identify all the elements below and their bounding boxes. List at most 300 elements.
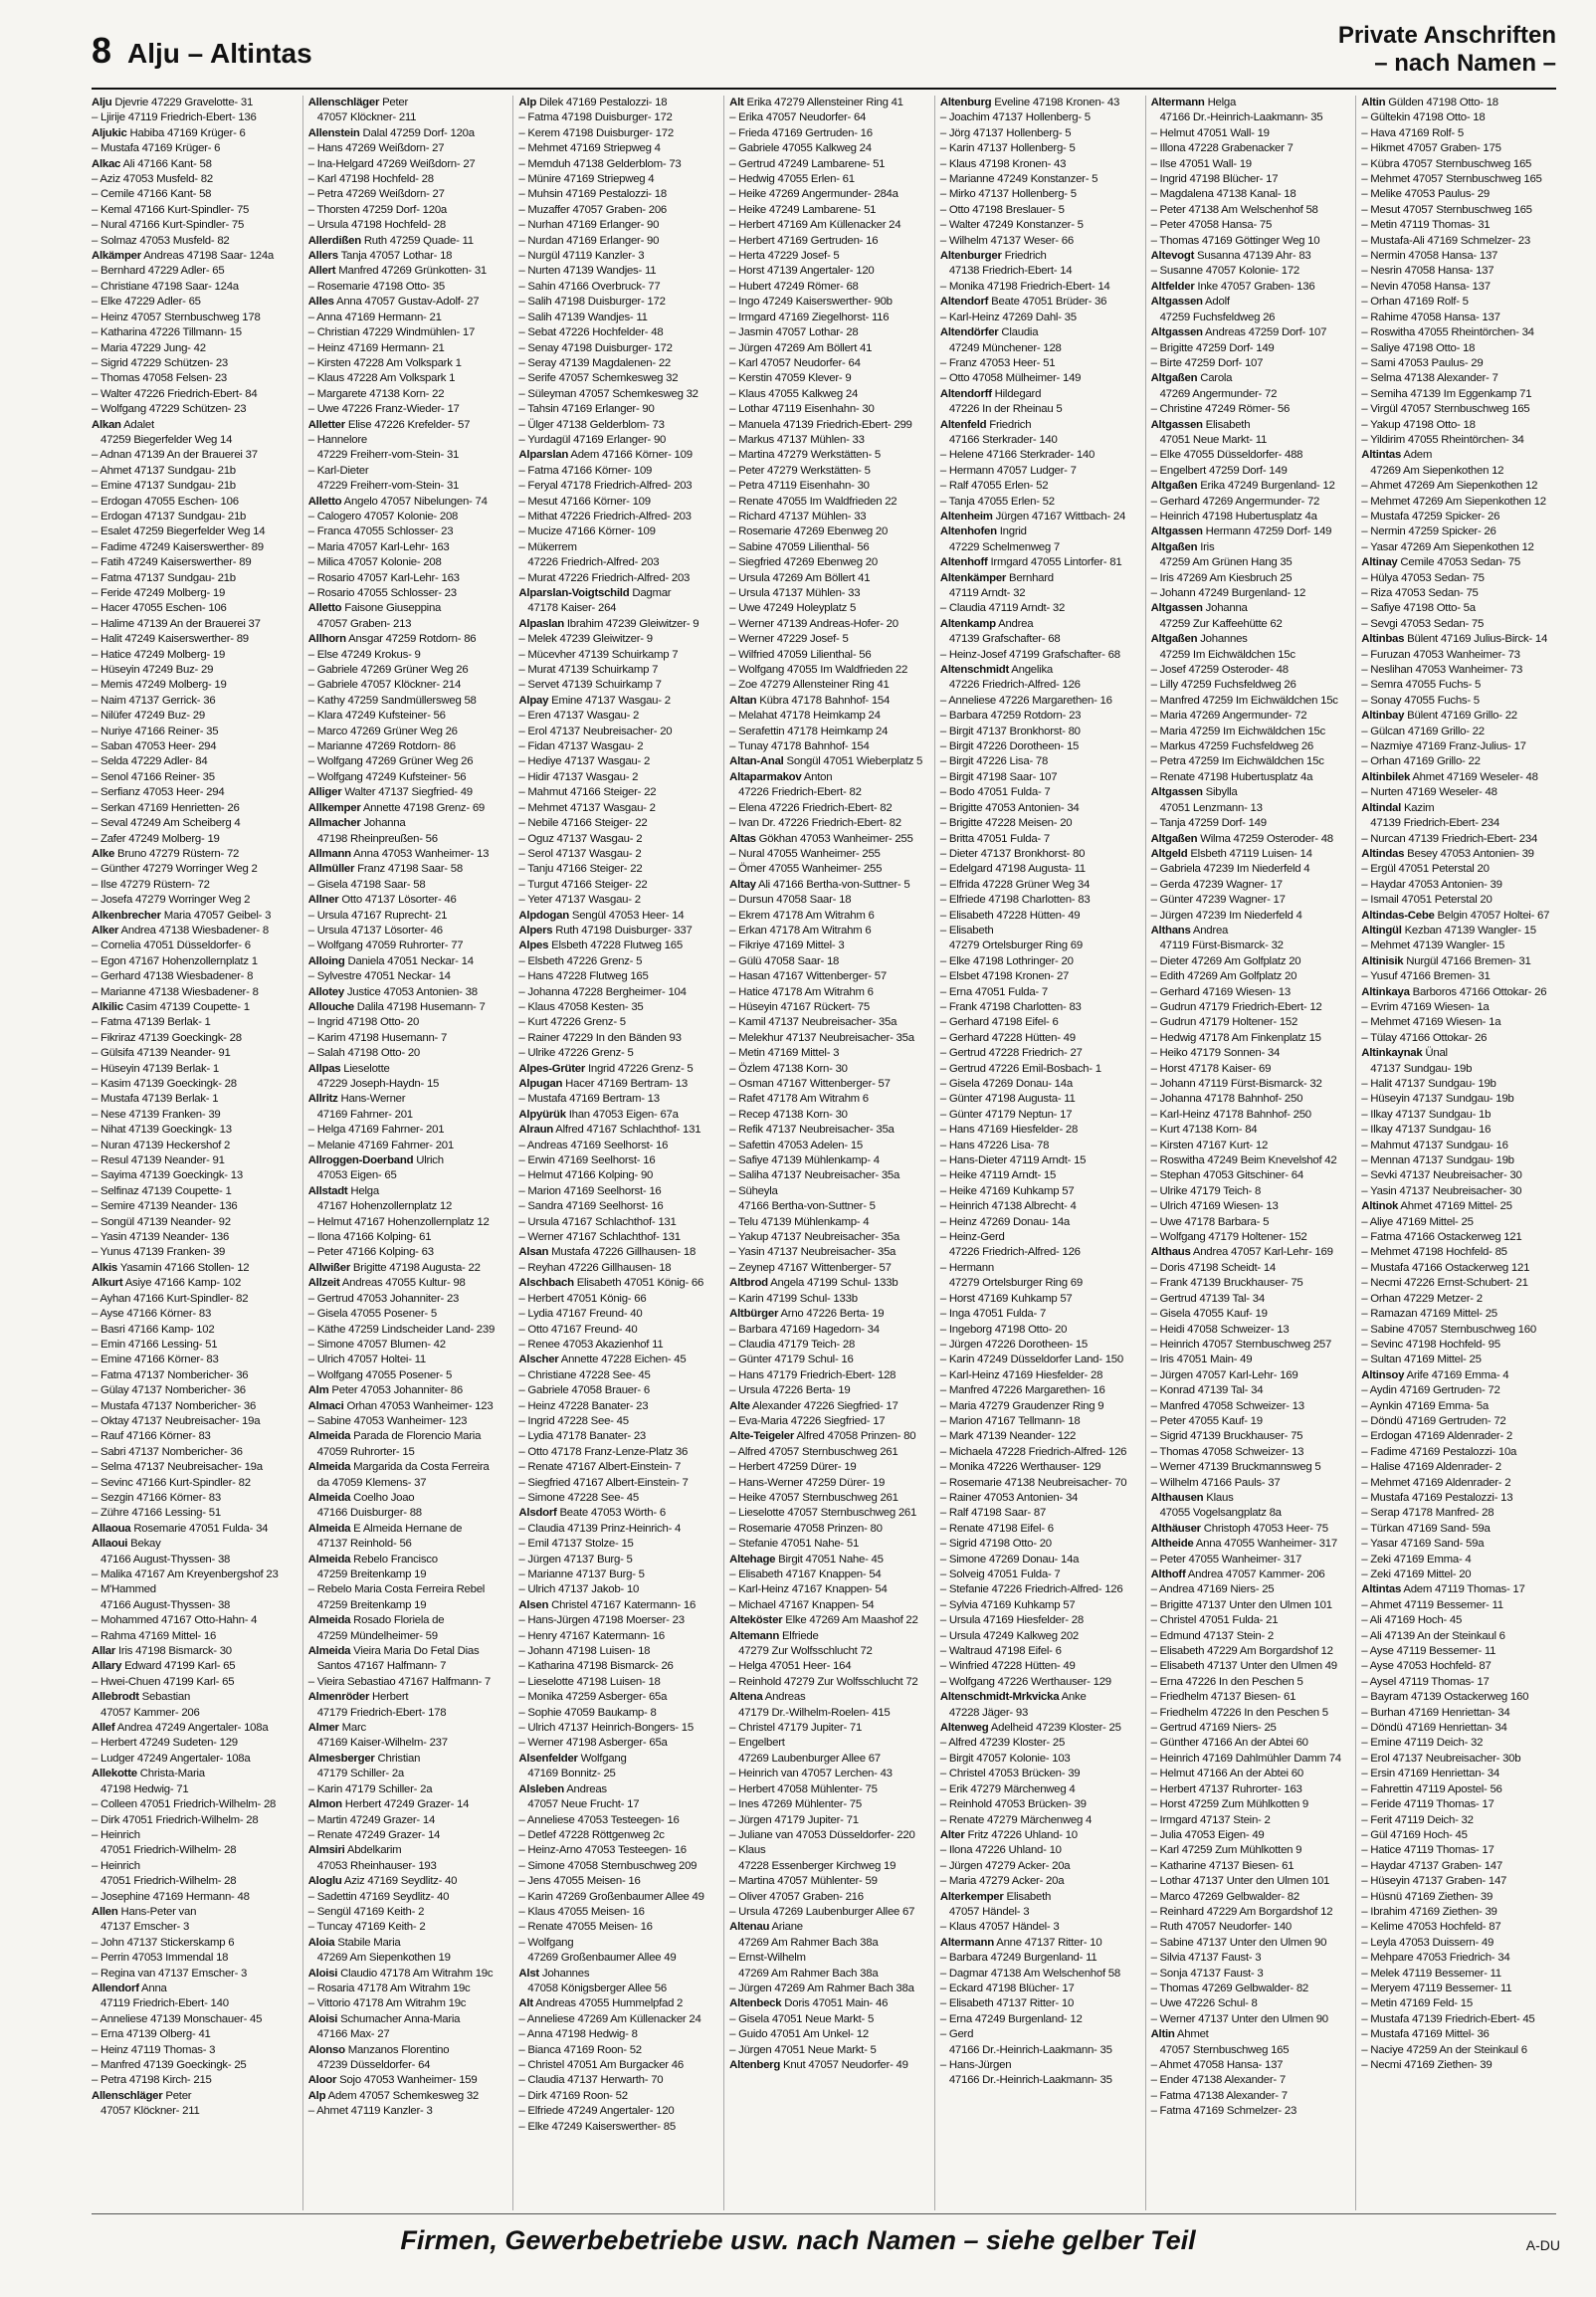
listing-entry: – Fahrettin 47119 Apostel- 56	[1361, 1782, 1502, 1795]
listing-entry: – Ahmet 47119 Bessemer- 11	[1361, 1598, 1503, 1611]
listing-entry: – Brigitte 47259 Dorf- 149	[1150, 341, 1275, 354]
listing-entry: – Ilona 47166 Kolping- 61	[307, 1231, 432, 1244]
listing-entry: 47198 Rheinpreußen- 56	[316, 832, 438, 845]
listing-entry: Altheide Anna 47055 Wanheimer- 317	[1150, 1538, 1337, 1551]
listing-entry: – Melekhur 47137 Neubreisacher- 35a	[729, 1031, 914, 1044]
listing-entry: – Semra 47055 Fuchs- 5	[1361, 679, 1482, 692]
listing-entry: – Recep 47138 Korn- 30	[729, 1108, 848, 1121]
listing-entry: 47259 Breitenkamp 19	[316, 1568, 427, 1580]
listing-entry: 47051 Friedrich-Wilhelm- 28	[100, 1875, 237, 1888]
listing-entry: – Nesrin 47058 Hansa- 137	[1361, 265, 1495, 278]
listing-entry: – Sabri 47137 Nombericher- 36	[92, 1445, 243, 1458]
listing-entry: – Peter 47055 Kauf- 19	[1150, 1414, 1263, 1427]
listing-entry: – Mahmut 47166 Steiger- 22	[518, 786, 657, 799]
listing-entry: – Karl-Heinz 47269 Dahl- 35	[939, 311, 1077, 323]
listing-entry: – Ahmet 47119 Kanzler- 3	[307, 2105, 433, 2118]
listing-entry: 47057 Graben- 213	[316, 617, 412, 630]
listing-entry: – Alfred 47239 Kloster- 25	[939, 1737, 1066, 1750]
listing-entry: 47226 Friedrich-Alfred- 126	[948, 1246, 1081, 1259]
listing-entry: 47259 Fuchsfeldweg 26	[1159, 311, 1276, 323]
listing-entry: Altermann Anne 47137 Ritter- 10	[939, 1936, 1102, 1949]
listing-entry: 47139 Friedrich-Ebert- 234	[1370, 817, 1499, 830]
listing-entry: – Gisela 47198 Saar- 58	[307, 878, 426, 891]
listing-entry: – Ursula 47269 Am Böllert 41	[729, 571, 871, 584]
listing-entry: – Heinz 47169 Hermann- 21	[307, 341, 445, 354]
listing-entry: – Sigrid 47198 Otto- 20	[939, 1538, 1052, 1551]
listing-entry: – Melanie 47169 Fahrner- 201	[307, 1139, 454, 1151]
listing-entry: – Anna 47169 Hermann- 21	[307, 311, 442, 323]
listing-entry: Altena Andreas	[729, 1691, 806, 1704]
listing-entry: – Karin 47137 Hollenberg- 5	[939, 142, 1076, 155]
listing-entry: – Furuzan 47053 Wanheimer- 73	[1361, 648, 1520, 661]
listing-entry: – Martin 47249 Grazer- 14	[307, 1813, 436, 1826]
listing-entry: – Muzaffer 47057 Graben- 206	[518, 203, 667, 216]
listing-entry: Altinkaynak Ünal	[1361, 1047, 1448, 1060]
listing-entry: – Sezgin 47166 Körner- 83	[92, 1491, 221, 1504]
listing-entry: – Bianca 47169 Roon- 52	[518, 2043, 642, 2056]
listing-entry: – Sylvestre 47051 Neckar- 14	[307, 970, 451, 983]
listing-entry: 47119 Friedrich-Ebert- 140	[100, 1997, 229, 2010]
listing-entry: – Hubert 47249 Römer- 68	[729, 280, 859, 293]
listing-entry: – Sahin 47166 Overbruck- 77	[518, 280, 661, 293]
listing-entry: – Muhsin 47169 Pestalozzi- 18	[518, 188, 667, 201]
listing-entry: Aloisi Claudio 47178 Am Witrahm 19c	[307, 1967, 494, 1980]
listing-entry: – Salih 47139 Wandjes- 11	[518, 311, 648, 323]
listing-entry: – Ralf 47198 Saar- 87	[939, 1507, 1047, 1520]
listing-entry: – Mehmet 47169 Aldenrader- 2	[1361, 1476, 1511, 1489]
listing-entry: 47051 Lenzmann- 13	[1159, 801, 1263, 814]
listing-entry: 47166 August-Thyssen- 38	[100, 1598, 231, 1611]
listing-entry: 47166 Sterkrader- 140	[948, 433, 1058, 446]
listing-entry: 47057 Neue Frucht- 17	[527, 1798, 640, 1811]
listing-entry: – Ernst-Wilhelm	[729, 1952, 806, 1965]
listing-entry: – Wolfgang	[518, 1936, 574, 1949]
listing-entry: – Safiye 47198 Otto- 5a	[1361, 602, 1476, 615]
listing-entry: – Elisabeth	[939, 924, 994, 937]
listing-entry: 47166 Bertha-von-Suttner- 5	[738, 1200, 876, 1213]
listing-entry: Althäuser Christoph 47053 Heer- 75	[1150, 1522, 1328, 1535]
listing-column	[92, 96, 297, 2210]
listing-entry: Allmann Anna 47053 Wanheimer- 13	[307, 847, 490, 860]
listing-entry: – Bodo 47051 Fulda- 7	[939, 786, 1051, 799]
listing-entry: – Fatma 47138 Alexander- 7	[1150, 2089, 1288, 2102]
listing-entry: Allzeit Andreas 47055 Kultur- 98	[307, 1277, 466, 1290]
listing-entry: – Martina 47057 Mühlenter- 59	[729, 1875, 878, 1888]
listing-entry: Alparslan Adem 47166 Körner- 109	[518, 449, 693, 462]
listing-entry: – Ursula 47137 Lösorter- 46	[307, 924, 443, 937]
listing-entry: Almon Herbert 47249 Grazer- 14	[307, 1798, 470, 1811]
listing-entry: Aloglu Aziz 47169 Seydlitz- 40	[307, 1875, 458, 1888]
listing-entry: – Edmund 47137 Stein- 2	[1150, 1629, 1274, 1642]
listing-entry: Altendorff Hildegard	[939, 387, 1042, 400]
listing-entry: – Ina-Helgard 47269 Weißdorn- 27	[307, 157, 476, 170]
listing-entry: – Orhan 47229 Metzer- 2	[1361, 1292, 1483, 1305]
listing-entry: – Maria 47279 Acker- 20a	[939, 1875, 1065, 1888]
listing-entry: – Monika 47226 Werthauser- 129	[939, 1461, 1101, 1474]
footer-note: Firmen, Gewerbebetriebe usw. nach Namen – siehe gelber Teil	[400, 2225, 1196, 2255]
listing-entry: Altenhofen Ingrid	[939, 525, 1027, 538]
listing-entry: – Werner 47139 Bruckmannsweg 5	[1150, 1461, 1321, 1474]
listing-entry: – Klaus 47058 Kesten- 35	[518, 1000, 644, 1013]
listing-entry: Almeida Rosado Floriela de	[307, 1614, 445, 1627]
listing-entry: – Iris 47051 Main- 49	[1150, 1354, 1253, 1366]
listing-entry: 47279 Ortelsburger Ring 69	[948, 1277, 1083, 1290]
listing-entry: Altendorf Beate 47051 Brüder- 36	[939, 296, 1107, 309]
listing-entry: – Katharina 47226 Tillmann- 15	[92, 326, 242, 339]
listing-entry: Altaparmakov Anton	[729, 770, 833, 783]
listing-entry: – Ayse 47166 Körner- 83	[92, 1308, 212, 1321]
listing-entry: – Heike 47119 Arndt- 15	[939, 1169, 1057, 1182]
listing-entry: – Nural 47166 Kurt-Spindler- 75	[92, 219, 245, 232]
listing-entry: – Uwe 47178 Barbara- 5	[1150, 1215, 1270, 1228]
listing-entry: – Saban 47053 Heer- 294	[92, 740, 217, 753]
listing-entry: – Lydia 47178 Banater- 23	[518, 1430, 647, 1443]
listing-entry: 47259 Biegerfelder Weg 14	[100, 433, 233, 446]
listing-entry: Altintas Adem	[1361, 449, 1433, 462]
listing-entry: – Wolfgang 47059 Ruhrorter- 77	[307, 940, 464, 952]
listing-entry: – Yakup 47198 Otto- 18	[1361, 418, 1476, 431]
listing-entry: – Rainer 47229 In den Bänden 93	[518, 1031, 682, 1044]
listing-entry: – Mükerrem	[518, 540, 577, 553]
listing-entry: Alte-Teigeler Alfred 47058 Prinzen- 80	[729, 1430, 916, 1443]
listing-entry: Althausen Klaus	[1150, 1491, 1234, 1504]
listing-entry: – Heike 47057 Sternbuschweg 261	[729, 1491, 898, 1504]
listing-entry: – Hüseyin 47167 Rückert- 75	[729, 1000, 870, 1013]
listing-entry: – Erkan 47178 Am Witrahm 6	[729, 924, 872, 937]
listing-entry: – Karin 47249 Düsseldorfer Land- 150	[939, 1354, 1123, 1366]
listing-entry: – Hatice 47119 Thomas- 17	[1361, 1844, 1495, 1857]
listing-entry: 47229 Freiherr-vom-Stein- 31	[316, 480, 460, 493]
listing-entry: – Brigitte 47137 Unter den Ulmen 101	[1150, 1598, 1332, 1611]
listing-entry: 47166 Max- 27	[316, 2028, 390, 2041]
listing-entry: Allef Andrea 47249 Angertaler- 108a	[92, 1722, 269, 1735]
listing-entry: – Solveig 47051 Fulda- 7	[939, 1568, 1061, 1580]
listing-entry: – Werner 47137 Unter den Ulmen 90	[1150, 2012, 1328, 2025]
listing-entry: Allebrodt Sebastian	[92, 1691, 191, 1704]
listing-entry: 47269 Am Rahmer Bach 38a	[738, 1936, 879, 1949]
listing-entry: – Aliye 47169 Mittel- 25	[1361, 1215, 1474, 1228]
listing-entry: 47169 Kaiser-Wilhelm- 237	[316, 1737, 448, 1750]
listing-entry: – Josefa 47279 Worringer Weg 2	[92, 894, 251, 907]
listing-entry: – Ulrich 47137 Heinrich-Bongers- 15	[518, 1722, 694, 1735]
listing-entry: Altgaßen Wilma 47259 Osteroder- 48	[1150, 832, 1333, 845]
listing-column	[723, 96, 934, 2210]
listing-entry: Alpugan Hacer 47169 Bertram- 13	[518, 1078, 688, 1090]
listing-entry: – Herbert 47169 Gertruden- 16	[729, 234, 879, 247]
listing-entry: – Erna 47226 In den Peschen 5	[1150, 1675, 1303, 1688]
listing-entry: – Anneliese 47139 Monschauer- 45	[92, 2012, 263, 2025]
name-range-heading: Alju – Altintas	[127, 38, 312, 69]
listing-entry: – Karl 47198 Hochfeld- 28	[307, 173, 434, 186]
listing-entry: – Mücevher 47139 Schuirkamp 7	[518, 648, 679, 661]
listing-entry: – Martina 47279 Werkstätten- 5	[729, 449, 881, 462]
listing-entry: – Memis 47249 Molberg- 19	[92, 679, 227, 692]
listing-entry: Alsen Christel 47167 Katermann- 16	[518, 1598, 697, 1611]
listing-entry: – Marianne 47138 Wiesbadener- 8	[92, 985, 259, 998]
listing-entry: – Jürgen 47269 Am Rahmer Bach 38a	[729, 1982, 914, 1994]
listing-entry: – Christiane 47228 See- 45	[518, 1368, 651, 1381]
listing-entry: – Kurt 47138 Korn- 84	[1150, 1124, 1258, 1137]
listing-entry: – Thomas 47269 Gelbwalder- 82	[1150, 1982, 1308, 1994]
listing-entry: 47138 Friedrich-Ebert- 14	[948, 265, 1073, 278]
listing-entry: – Frank 47198 Charlotten- 83	[939, 1000, 1082, 1013]
listing-entry: Allar Iris 47198 Bismarck- 30	[92, 1645, 232, 1658]
listing-entry: – Gerda 47239 Wagner- 17	[1150, 878, 1283, 891]
listing-entry: – Renate 47279 Märchenweg 4	[939, 1813, 1093, 1826]
listing-entry: Allaoua Rosemarie 47051 Fulda- 34	[92, 1522, 269, 1535]
listing-entry: – Münire 47169 Striepweg 4	[518, 173, 655, 186]
listing-entry: Alkilic Casim 47139 Coupette- 1	[92, 1000, 250, 1013]
listing-entry: – Nurcan 47139 Friedrich-Ebert- 234	[1361, 832, 1538, 845]
listing-entry: – Ulrike 47226 Grenz- 5	[518, 1047, 634, 1060]
listing-entry: – Friedhelm 47226 In den Peschen 5	[1150, 1706, 1328, 1719]
listing-entry: – Halise 47169 Aldenrader- 2	[1361, 1461, 1501, 1474]
listing-entry: – Ulrich 47137 Jakob- 10	[518, 1583, 640, 1596]
listing-entry: Alkis Yasamin 47166 Stollen- 12	[92, 1261, 250, 1274]
listing-entry: – Turgut 47166 Steiger- 22	[518, 878, 648, 891]
listing-entry: – Hans 47269 Weißdorn- 27	[307, 142, 445, 155]
listing-entry: Altan Kübra 47178 Bahnhof- 154	[729, 694, 891, 707]
listing-entry: – Sigrid 47139 Bruckhauser- 75	[1150, 1430, 1303, 1443]
listing-entry: – Detlef 47228 Röttgenweg 2c	[518, 1828, 665, 1841]
listing-entry: – Reinhold 47279 Zur Wolfsschlucht 72	[729, 1675, 918, 1688]
listing-entry: Altgaßen Erika 47249 Burgenland- 12	[1150, 480, 1335, 493]
listing-entry: – Erika 47057 Neudorfer- 64	[729, 111, 867, 124]
listing-entry: Alter Fritz 47226 Uhland- 10	[939, 1828, 1078, 1841]
listing-entry: – Nermin 47058 Hansa- 137	[1361, 250, 1498, 263]
listing-entry: – Kathy 47259 Sandmüllersweg 58	[307, 694, 477, 707]
listing-entry: – Werner 47229 Josef- 5	[729, 633, 849, 646]
listing-entry: 47137 Sundgau- 19b	[1370, 1062, 1473, 1075]
listing-entry: – Walter 47226 Friedrich-Ebert- 84	[92, 387, 258, 400]
listing-entry: Allen Hans-Peter van	[92, 1905, 197, 1918]
listing-entry: – Petra 47259 Im Eichwäldchen 15c	[1150, 755, 1324, 768]
listing-entry: – Döndü 47169 Henriettan- 34	[1361, 1722, 1507, 1735]
listing-entry: – Gabriele 47269 Grüner Weg 26	[307, 664, 469, 677]
listing-entry: – Mustafa 47139 Friedrich-Ebert- 45	[1361, 2012, 1535, 2025]
listing-entry: – Hans 47179 Friedrich-Ebert- 128	[729, 1368, 897, 1381]
listing-entry: – Aysel 47119 Thomas- 17	[1361, 1675, 1490, 1688]
listing-entry: Alst Johannes	[518, 1967, 590, 1980]
listing-entry: Alte Alexander 47226 Siegfried- 17	[729, 1399, 898, 1412]
listing-entry: – Sylvia 47169 Kuhkamp 57	[939, 1598, 1076, 1611]
listing-entry: – Engelbert	[729, 1737, 785, 1750]
listing-entry: Allary Edward 47199 Karl- 65	[92, 1660, 236, 1673]
listing-entry: – Kirsten 47167 Kurt- 12	[1150, 1139, 1269, 1151]
listing-entry: – Simone 47057 Blumen- 42	[307, 1338, 446, 1351]
listing-entry: – Reinhard 47229 Am Borgardshof 12	[1150, 1905, 1333, 1918]
listing-entry: 47226 In der Rheinau 5	[948, 403, 1063, 416]
listing-entry: – Ulrike 47179 Teich- 8	[1150, 1184, 1262, 1197]
listing-entry: – Tuncay 47169 Keith- 2	[307, 1921, 426, 1934]
listing-entry: – Herbert 47169 Am Küllenacker 24	[729, 219, 901, 232]
listing-entry: – Margarete 47138 Korn- 22	[307, 387, 445, 400]
listing-entry: – Karl 47259 Zum Mühlkotten 9	[1150, 1844, 1302, 1857]
listing-entry: – Fatma 47166 Ostackerweg 121	[1361, 1231, 1522, 1244]
listing-entry: – Gabriele 47055 Kalkweg 24	[729, 142, 872, 155]
listing-entry: – Ilkay 47137 Sundgau- 1b	[1361, 1108, 1492, 1121]
listing-entry: – Melek 47239 Gleiwitzer- 9	[518, 633, 653, 646]
listing-entry: Allmacher Johanna	[307, 817, 406, 830]
listing-entry: – Yasin 47137 Neubreisacher- 30	[1361, 1184, 1522, 1197]
listing-entry: – Zühre 47166 Lessing- 51	[92, 1507, 221, 1520]
listing-entry: – Gisela 47051 Neue Markt- 5	[729, 2012, 875, 2025]
listing-entry: – Hatice 47249 Molberg- 19	[92, 648, 226, 661]
listing-entry: Allhorn Ansgar 47259 Rotdorn- 86	[307, 633, 477, 646]
listing-entry: – Wilhelm 47166 Pauls- 37	[1150, 1476, 1281, 1489]
listing-entry: – Jürgen 47179 Jupiter- 71	[729, 1813, 859, 1826]
listing-entry: – Michaela 47228 Friedrich-Alfred- 126	[939, 1445, 1127, 1458]
listing-entry: – Marco 47269 Grüner Weg 26	[307, 725, 458, 737]
listing-entry: – Sabine 47053 Wanheimer- 123	[307, 1414, 468, 1427]
listing-entry: – Birgit 47057 Kolonie- 103	[939, 1752, 1071, 1765]
listing-entry: – Helga 47051 Heer- 164	[729, 1660, 852, 1673]
listing-entry: – Nurten 47169 Weseler- 48	[1361, 786, 1497, 799]
listing-entry: – Mustafa-Ali 47169 Schmelzer- 23	[1361, 234, 1530, 247]
listing-entry: Alkan Adalet	[92, 418, 154, 431]
listing-entry: Allert Manfred 47269 Grünkotten- 31	[307, 265, 488, 278]
listing-entry: – Rahime 47058 Hansa- 137	[1361, 311, 1500, 323]
listing-entry: Alonso Manzanos Florentino	[307, 2043, 450, 2056]
listing-entry: 47057 Kammer- 206	[100, 1706, 200, 1719]
header-rule	[92, 88, 1556, 90]
listing-entry: – Ulrich 47169 Wiesen- 13	[1150, 1200, 1279, 1213]
listing-entry: 47166 Duisburger- 88	[316, 1507, 422, 1520]
listing-entry: – Herbert 47058 Mühlenter- 75	[729, 1782, 878, 1795]
listing-entry: Alke Bruno 47279 Rüstern- 72	[92, 847, 240, 860]
listing-entry: – Frieda 47169 Gertruden- 16	[729, 126, 873, 139]
listing-entry: – Heinz-Josef 47199 Grafschafter- 68	[939, 648, 1120, 661]
listing-entry: – Yakup 47137 Neubreisacher- 35a	[729, 1231, 899, 1244]
listing-entry: – Rosaria 47178 Am Witrahm 19c	[307, 1982, 471, 1994]
listing-entry: Allouche Dalila 47198 Husemann- 7	[307, 1000, 486, 1013]
listing-entry: – Sabine 47057 Sternbuschweg 160	[1361, 1323, 1536, 1336]
listing-entry: – Rosemarie 47058 Prinzen- 80	[729, 1522, 883, 1535]
listing-entry: – Serol 47137 Wasgau- 2	[518, 847, 642, 860]
listing-entry: – Christian 47229 Windmühlen- 17	[307, 326, 476, 339]
listing-entry: – John 47137 Stickerskamp 6	[92, 1936, 235, 1949]
listing-entry: – Senol 47166 Reiner- 35	[92, 770, 215, 783]
listing-entry: – Kurt 47226 Grenz- 5	[518, 1016, 626, 1029]
listing-entry: Allpas Lieselotte	[307, 1062, 390, 1075]
listing-entry: Alliger Walter 47137 Siegfried- 49	[307, 786, 473, 799]
listing-entry: – Ursula 47249 Kalkweg 202	[939, 1629, 1079, 1642]
listing-entry: Almesberger Christian	[307, 1752, 421, 1765]
listing-entry: – Otto 47167 Freund- 40	[518, 1323, 638, 1336]
listing-entry: Altenkämper Bernhard	[939, 571, 1054, 584]
listing-entry: – Memduh 47138 Gelderblom- 73	[518, 157, 682, 170]
listing-entry: Almsiri Abdelkarim	[307, 1844, 402, 1857]
listing-entry: – Christine 47249 Römer- 56	[1150, 403, 1291, 416]
listing-entry: Almeida Rebelo Francisco	[307, 1553, 438, 1566]
listing-entry: – Saliha 47137 Neubreisacher- 35a	[729, 1169, 900, 1182]
listing-entry: – Horst 47169 Kuhkamp 57	[939, 1292, 1073, 1305]
listing-entry: Alpay Emine 47137 Wasgau- 2	[518, 694, 671, 707]
listing-entry: – Friedhelm 47137 Biesen- 61	[1150, 1691, 1297, 1704]
listing-entry: – Gabriele 47057 Klöckner- 214	[307, 679, 462, 692]
listing-entry: – Marion 47167 Tellmann- 18	[939, 1414, 1081, 1427]
listing-entry: – Gülsifa 47139 Neander- 91	[92, 1047, 231, 1060]
listing-entry: Altgassen Andreas 47259 Dorf- 107	[1150, 326, 1327, 339]
listing-entry: – Elke 47198 Lothringer- 20	[939, 954, 1074, 967]
listing-entry: – Christel 47053 Brücken- 39	[939, 1768, 1081, 1780]
listing-entry: – Burhan 47169 Henriettan- 34	[1361, 1706, 1510, 1719]
listing-entry: – Gertrud 47226 Emil-Bosbach- 1	[939, 1062, 1101, 1075]
page-code: A-DU	[1525, 2237, 1560, 2253]
listing-entry: – Heidi 47058 Schweizer- 13	[1150, 1323, 1290, 1336]
listing-entry: – Elfriede 47198 Charlotten- 83	[939, 894, 1091, 907]
listing-entry: – Peter 47055 Wanheimer- 317	[1150, 1553, 1302, 1566]
listing-entry: Almeida Parada de Florencio Maria	[307, 1430, 482, 1443]
listing-entry: – Thomas 47058 Schweizer- 13	[1150, 1445, 1304, 1458]
listing-entry: – Gudrun 47179 Friedrich-Ebert- 12	[1150, 1000, 1322, 1013]
listing-entry: – Necmi 47226 Ernst-Schubert- 21	[1361, 1277, 1528, 1290]
listing-entry: 47226 Friedrich-Alfred- 203	[527, 556, 660, 569]
listing-entry: – Erdogan 47055 Eschen- 106	[92, 495, 239, 508]
listing-entry: – Simone 47269 Donau- 14a	[939, 1553, 1080, 1566]
listing-entry: – Gerhard 47198 Eifel- 6	[939, 1016, 1059, 1029]
listing-entry: – Maria 47057 Karl-Lehr- 163	[307, 540, 450, 553]
listing-entry: Altinbilek Ahmet 47169 Weseler- 48	[1361, 770, 1538, 783]
listing-entry: – Yusuf 47166 Bremen- 31	[1361, 970, 1491, 983]
listing-entry: – Heinrich	[92, 1859, 140, 1872]
listing-entry: Altindal Kazim	[1361, 801, 1435, 814]
listing-entry: – Orhan 47169 Rolf- 5	[1361, 296, 1469, 309]
listing-entry: – Alfred 47057 Sternbuschweg 261	[729, 1445, 898, 1458]
listing-entry: – Barbara 47249 Burgenland- 11	[939, 1952, 1097, 1965]
listing-entry: – Edelgard 47198 Augusta- 11	[939, 863, 1086, 876]
listing-entry: 47166 August-Thyssen- 38	[100, 1553, 231, 1566]
listing-entry: Allkemper Annette 47198 Grenz- 69	[307, 801, 485, 814]
listing-entry: – Herbert 47259 Dürer- 19	[729, 1461, 857, 1474]
listing-entry: – Wolfgang 47229 Schützen- 23	[92, 403, 247, 416]
listing-entry: – Osman 47167 Wittenberger- 57	[729, 1078, 891, 1090]
listing-entry: – Birte 47259 Dorf- 107	[1150, 356, 1264, 369]
listing-entry: – Sonay 47055 Fuchs- 5	[1361, 694, 1480, 707]
listing-entry: – Meryem 47119 Bessemer- 11	[1361, 1982, 1512, 1994]
listing-entry: – Nurdan 47169 Erlanger- 90	[518, 234, 660, 247]
listing-entry: – Claudia 47137 Herwarth- 70	[518, 2074, 664, 2087]
listing-entry: 47269 Am Siepenkothen 19	[316, 1952, 451, 1965]
listing-entry: – Klaus 47198 Kronen- 43	[939, 157, 1067, 170]
listing-entry: – Mustafa 47139 Berlak- 1	[92, 1093, 219, 1106]
listing-entry: Althans Andrea	[1150, 924, 1229, 937]
listing-entry: – Susanne 47057 Kolonie- 172	[1150, 265, 1299, 278]
listing-entry: – Erna 47051 Fulda- 7	[939, 985, 1048, 998]
listing-entry: Altgaßen Carola	[1150, 372, 1233, 385]
listing-entry: – Hüseyin 47137 Sundgau- 19b	[1361, 1093, 1514, 1106]
listing-entry: – Katharina 47198 Bismarck- 26	[518, 1660, 674, 1673]
listing-entry: – Elisabeth 47137 Unter den Ulmen 49	[1150, 1660, 1337, 1673]
listing-entry: – Otto 47198 Breslauer- 5	[939, 203, 1065, 216]
listing-entry: Allmüller Franz 47198 Saar- 58	[307, 863, 463, 876]
listing-entry: – Emil 47137 Stolze- 15	[518, 1538, 634, 1551]
listing-entry: – Hwei-Chuen 47199 Karl- 65	[92, 1675, 235, 1688]
listing-entry: – Naciye 47259 An der Steinkaul 6	[1361, 2043, 1527, 2056]
listing-entry: – Gisela 47055 Posener- 5	[307, 1308, 437, 1321]
listing-entry: Altenbeck Doris 47051 Main- 46	[729, 1997, 889, 2010]
listing-entry: – Özlem 47138 Korn- 30	[729, 1062, 848, 1075]
listing-entry: – Halit 47249 Kaiserswerther- 89	[92, 633, 249, 646]
listing-entry: – Hans-Jürgen	[939, 2059, 1012, 2071]
listing-entry: – Heinz 47228 Banater- 23	[518, 1399, 649, 1412]
listing-entry: 47179 Dr.-Wilhelm-Roelen- 415	[738, 1706, 891, 1719]
listing-entry: – Ingrid 47198 Otto- 20	[307, 1016, 420, 1029]
listing-entry: – Hedwig 47178 Am Finkenplatz 15	[1150, 1031, 1321, 1044]
listing-entry: – Simone 47058 Sternbuschweg 209	[518, 1859, 698, 1872]
listing-entry: Altintas Adem 47119 Thomas- 17	[1361, 1583, 1525, 1596]
listing-entry: – Kemal 47166 Kurt-Spindler- 75	[92, 203, 250, 216]
